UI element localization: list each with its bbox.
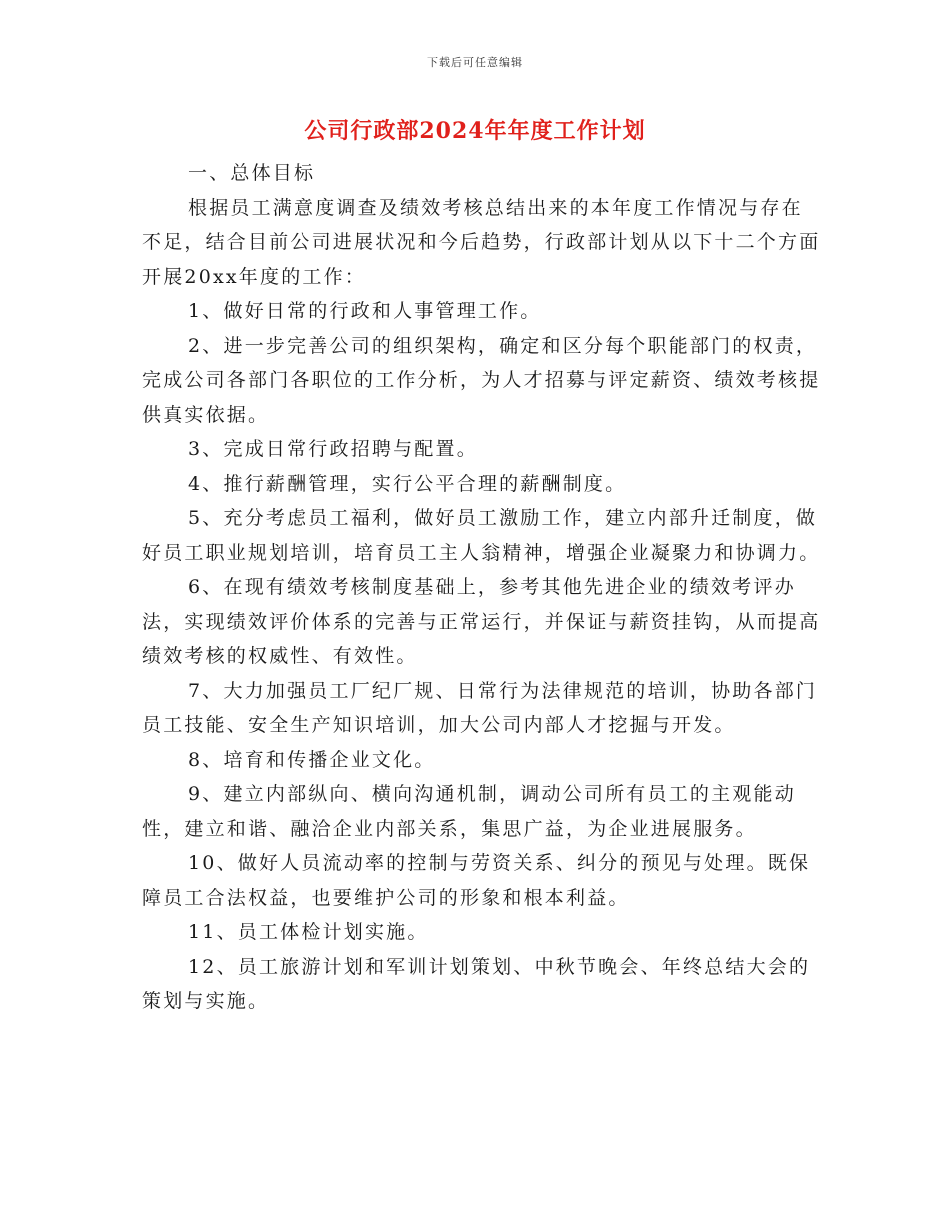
- plan-item-8: 8、培育和传播企业文化。: [188, 748, 436, 771]
- plan-item-6: 6、在现有绩效考核制度基础上，参考其他先进企业的绩效考评办法，实现绩效评价体系的完善与正常运行，并保证与薪资挂钩，从而提高绩效考核的权威性、有效性。: [142, 576, 821, 667]
- plan-item-2: 2、进一步完善公司的组织架构，确定和区分每个职能部门的权责，完成公司各部门各职位的工作分析，为人才招募与评定薪资、绩效考核提供真实依据。: [142, 334, 821, 426]
- plan-item-9: 9、建立内部纵向、横向沟通机制，调动公司所有员工的主观能动性，建立和谐、融洽企业内部关系，集思广益，为企业进展服务。: [142, 783, 796, 840]
- plan-item-10: 10、做好人员流动率的控制与劳资关系、纠分的预见与处理。既保障员工合法权益，也要维护公司的形象和根本利益。: [142, 852, 811, 909]
- document-title: 公司行政部2024年年度工作计划: [304, 118, 646, 144]
- plan-item-1: 1、做好日常的行政和人事管理工作。: [188, 300, 542, 322]
- plan-item-4: 4、推行薪酬管理，实行公平合理的薪酬制度。: [188, 472, 627, 495]
- section-heading-overall-goal: 一、总体目标: [188, 162, 316, 184]
- document-body: [142, 156, 822, 1019]
- plan-item-12: 12、员工旅游计划和军训计划策划、中秋节晚会、年终总结大会的策划与实施。: [142, 955, 811, 1012]
- plan-item-5: 5、充分考虑员工福利，做好员工激励工作，建立内部升迁制度，做好员工职业规划培训，培育员工主人翁精神，增强企业凝聚力和协调力。: [142, 507, 821, 564]
- plan-item-7: 7、大力加强员工厂纪厂规、日常行为法律规范的培训，协助各部门员工技能、安全生产知识培训，加大公司内部人才挖掘与开发。: [142, 679, 818, 736]
- intro-paragraph: 根据员工满意度调查及绩效考核总结出来的本年度工作情况与存在不足，结合目前公司进展状况和今后趋势，行政部计划从以下十二个方面开展20xx年度的工作：: [142, 196, 821, 288]
- header-note: 下载后可任意编辑: [427, 56, 523, 69]
- plan-item-11: 11、员工体检计划实施。: [188, 921, 429, 943]
- plan-item-3: 3、完成日常行政招聘与配置。: [188, 438, 478, 460]
